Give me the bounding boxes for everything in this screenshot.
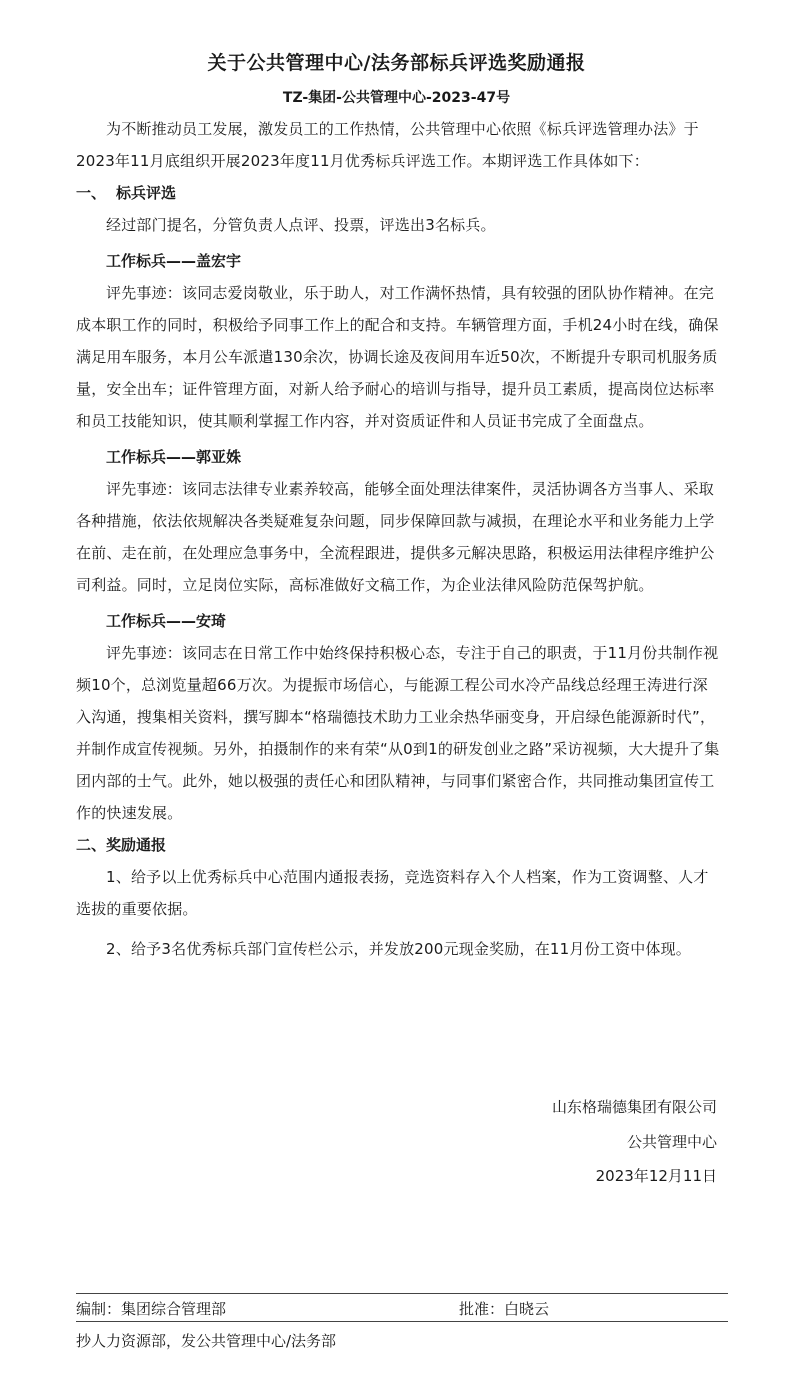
footer-approver: 批准：白晓云 [459,1300,550,1318]
signature-company: 山东格瑞德集团有限公司 [551,1098,717,1116]
document-number: TZ-集团-公共管理中心-2023-47号 [282,90,511,106]
document-body [76,113,722,965]
footer-divider-top [76,1293,728,1294]
winner-2-text: 评先事迹：该同志法律专业素养较高，能够全面处理法律案件，灵活协调各方当事人、采取各种措施，依法依规解决各类疑难复杂问题，同步保障回款与减损，在理论水平和业务能力上学在前、走在前，在处理应急事务中，全流程跟进，提供多元解决思路，积极运用法律程序维护公司利益。同时，立足岗位实际，高标准做好文稿工作，为企业法律风险防范保驾护航。 [76,480,715,594]
winner-1-title: 工作标兵——盖宏宇 [106,252,242,270]
reward-item-2: 2、给予3名优秀标兵部门宣传栏公示，并发放200元现金奖励，在11月份工资中体现。 [106,940,692,958]
section-1-number: 一、 [76,184,107,202]
winner-3-title: 工作标兵——安琦 [106,612,227,630]
section-1-heading [76,177,722,209]
footer-cc: 抄人力资源部，发公共管理中心/法务部 [76,1332,337,1350]
winner-3-text: 评先事迹：该同志在日常工作中始终保持积极心态，专注于自己的职责，于11月份共制作视频10个，总浏览量超66万次。为提振市场信心，与能源工程公司水冷产品线总经理王涛进行深入沟通，搜集相关资料，撰写脚本“格瑞德技术助力工业余热华丽变身，开启绿色能源新时代”，并制作成宣传视频。另外，拍摄制作的来有荣“从0到1的研发创业之路”采访视频，大大提升了集团内部的士气。此外，她以极强的责任心和团队精神，与同事们紧密合作，共同推动集团宣传工作的快速发展。 [76,644,720,822]
section-2-heading: 二、奖励通报 [76,836,167,854]
signature-date: 2023年12月11日 [595,1167,717,1185]
section-1-title: 标兵评选 [116,184,177,202]
winner-2-title: 工作标兵——郭亚姝 [106,448,242,466]
footer-divider-bottom [76,1321,728,1322]
signature-department: 公共管理中心 [626,1133,717,1151]
intro-paragraph: 为不断推动员工发展，激发员工的工作热情，公共管理中心依照《标兵评选管理办法》于2023年11月底组织开展2023年度11月优秀标兵评选工作。本期评选工作具体如下： [76,120,699,170]
reward-item-1: 1、给予以上优秀标兵中心范围内通报表扬，竞选资料存入个人档案，作为工资调整、人才选拔的重要依据。 [76,868,709,918]
footer-editor: 编制：集团综合管理部 [76,1300,227,1318]
winner-1-text: 评先事迹：该同志爱岗敬业，乐于助人，对工作满怀热情，具有较强的团队协作精神。在完成本职工作的同时，积极给予同事工作上的配合和支持。车辆管理方面，手机24小时在线，确保满足用车服务，本月公车派遣130余次，协调长途及夜间用车近50次，不断提升专职司机服务质量，安全出车；证件管理方面，对新人给予耐心的培训与指导，提升员工素质，提高岗位达标率和员工技能知识，使其顺利掌握工作内容，并对资质证件和人员证书完成了全面盘点。 [76,284,719,430]
document-title: 关于公共管理中心/法务部标兵评选奖励通报 [207,52,586,74]
section-1-intro: 经过部门提名，分管负责人点评、投票，评选出3名标兵。 [106,216,496,234]
